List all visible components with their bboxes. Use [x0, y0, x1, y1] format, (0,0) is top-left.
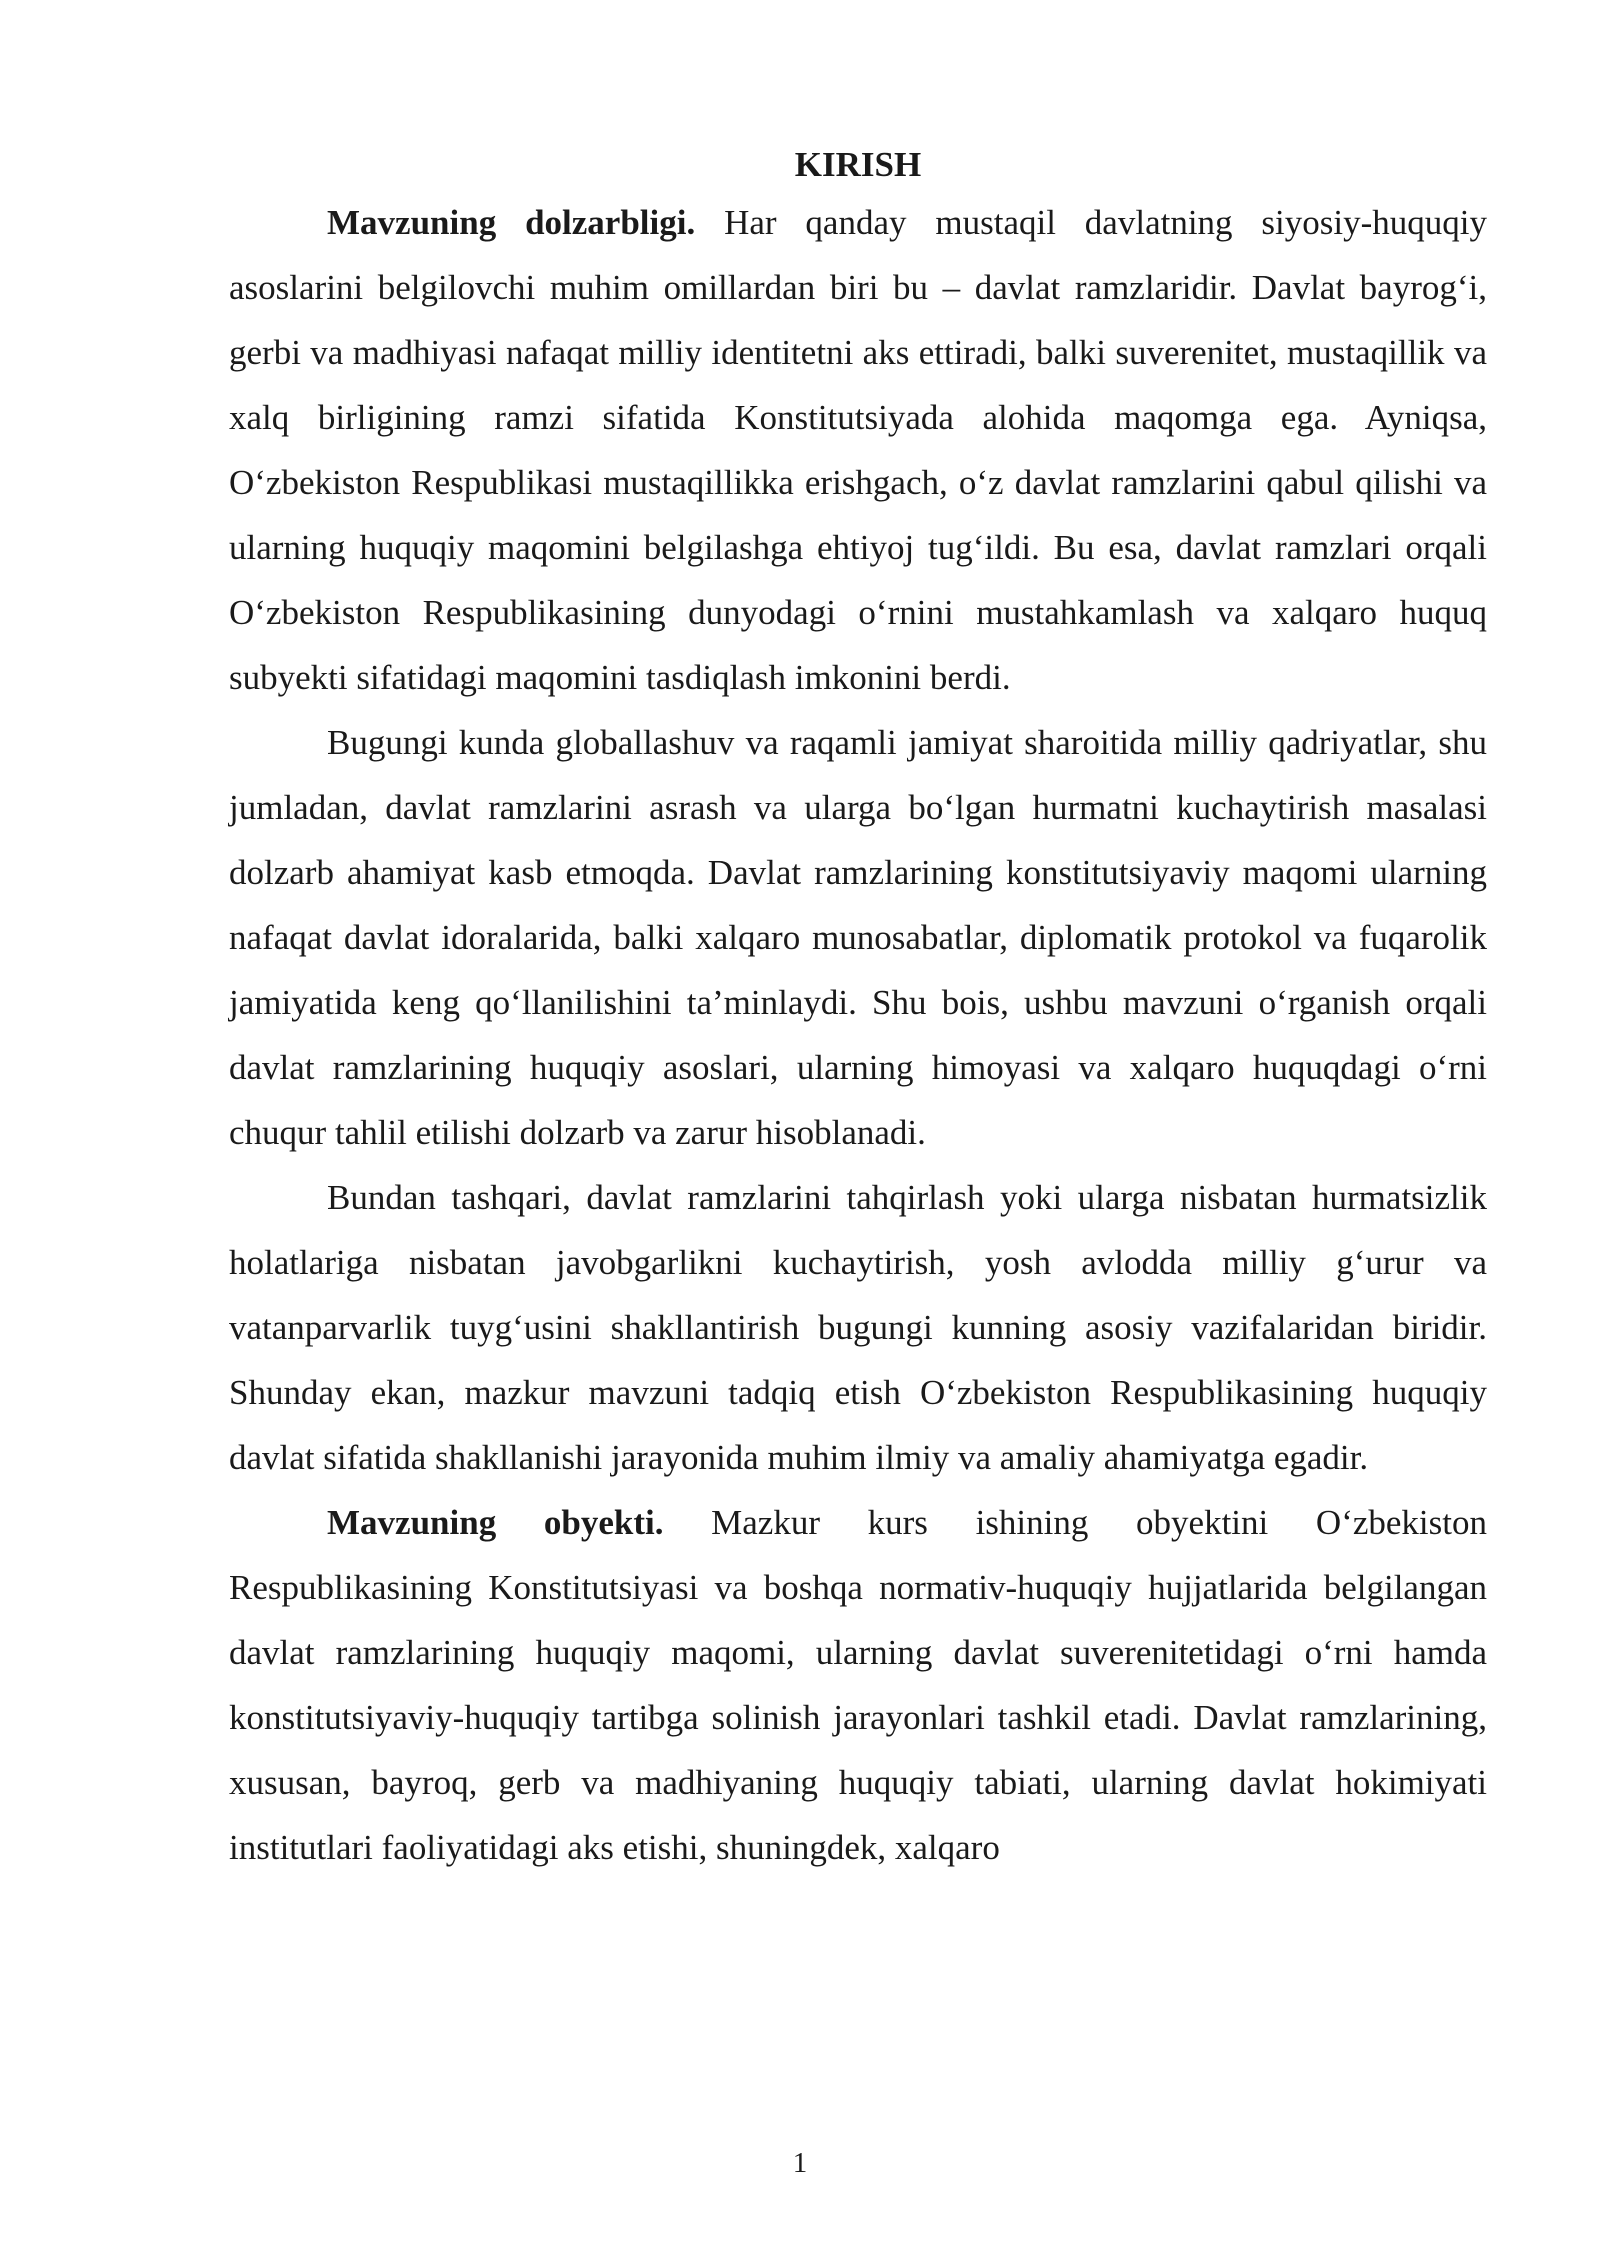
paragraph-text: Bugungi kunda globallashuv va raqamli jamiyat sharoitida milliy qadriyatlar, shu jumladan, davlat ramzlarini asrash va ularga bo‘lgan hurmatni kuchaytirish masalasi dolzarb ahamiyat kasb etmoqda. Davlat ramzlarining konstitutsiyaviy maqomi ularning nafaqat davlat idoralarida, balki xalqaro munosabatlar, diplomatik protokol va fuqarolik jamiyatida keng qo‘llanilishini ta’minlaydi. Shu bois, ushbu mavzuni o‘rganish orqali davlat ramzlarining huquqiy asoslari, ularning himoyasi va xalqaro huquqdagi o‘rni chuqur tahlil etilishi dolzarb va zarur hisoblanadi. [229, 723, 1487, 1152]
paragraph-lead: Mavzuning dolzarbligi. [327, 203, 696, 242]
page-title: KIRISH [794, 145, 922, 184]
paragraph-relevance [229, 190, 1487, 710]
paragraph-body [229, 710, 1487, 1165]
paragraph-body [229, 1165, 1487, 1490]
paragraph-text: Mazkur kurs ishining obyektini O‘zbekiston Respublikasining Konstitutsiyasi va boshqa normativ-huquqiy hujjatlarida belgilangan davlat ramzlarining huquqiy maqomi, ularning davlat suverenitetidagi o‘rni hamda konstitutsiyaviy-huquqiy tartibga solinish jarayonlari tashkil etadi. Davlat ramzlarining, xususan, bayroq, gerb va madhiyaning huquqiy tabiati, ularning davlat hokimiyati institutlari faoliyatidagi aks etishi, shuningdek, xalqaro [229, 1503, 1487, 1867]
paragraph-lead: Mavzuning obyekti. [327, 1503, 664, 1542]
page-number: 1 [792, 2147, 808, 2179]
page-body [229, 140, 1487, 1880]
paragraph-text: Bundan tashqari, davlat ramzlarini tahqirlash yoki ularga nisbatan hurmatsizlik holatlariga nisbatan javobgarlikni kuchaytirish, yosh avlodda milliy g‘urur va vatanparvarlik tuyg‘usini shakllantirish bugungi kunning asosiy vazifalaridan biridir. Shunday ekan, mazkur mavzuni tadqiq etish O‘zbekiston Respublikasining huquqiy davlat sifatida shakllanishi jarayonida muhim ilmiy va amaliy ahamiyatga egadir. [229, 1178, 1487, 1477]
paragraph-object [229, 1490, 1487, 1880]
paragraph-text: Har qanday mustaqil davlatning siyosiy-huquqiy asoslarini belgilovchi muhim omillardan biri bu – davlat ramzlaridir. Davlat bayrog‘i, gerbi va madhiyasi nafaqat milliy identitetni aks ettiradi, balki suverenitet, mustaqillik va xalq birligining ramzi sifatida Konstitutsiyada alohida maqomga ega. Ayniqsa, O‘zbekiston Respublikasi mustaqillikka erishgach, o‘z davlat ramzlarini qabul qilishi va ularning huquqiy maqomini belgilashga ehtiyoj tug‘ildi. Bu esa, davlat ramzlari orqali O‘zbekiston Respublikasining dunyodagi o‘rnini mustahkamlash va xalqaro huquq subyekti sifatidagi maqomini tasdiqlash imkonini berdi. [229, 203, 1487, 697]
